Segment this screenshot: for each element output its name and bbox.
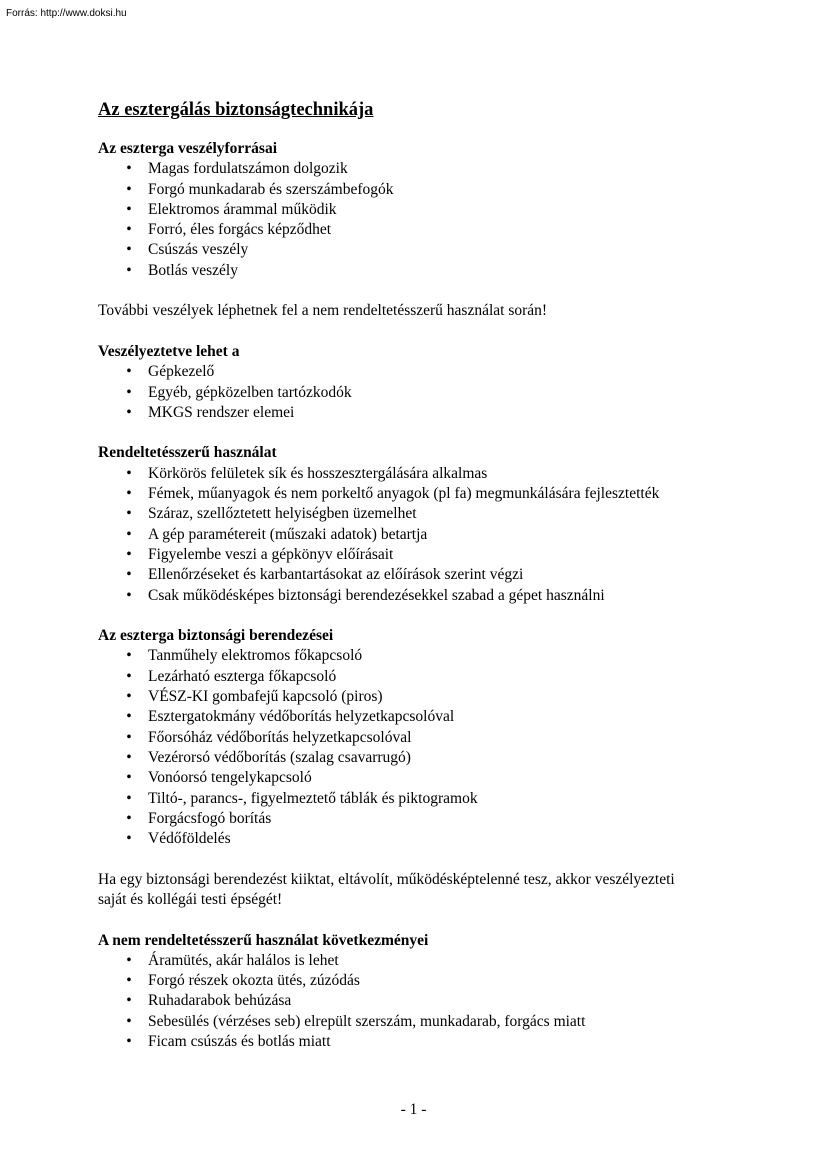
list-item: [98, 180, 738, 200]
list-item: [98, 991, 738, 1011]
bullet-icon: •: [126, 180, 132, 198]
bullet-icon: •: [126, 728, 132, 746]
list-item-text: Vonóorsó tengelykapcsoló: [148, 769, 312, 787]
list-item-text: Tiltó-, parancs-, figyelmeztető táblák és piktogramok: [148, 789, 478, 807]
list-item: [98, 586, 738, 606]
bullet-icon: •: [126, 769, 132, 787]
bullet-icon: •: [126, 789, 132, 807]
list-item: [98, 545, 738, 565]
list-item-text: Magas fordulatszámon dolgozik: [148, 160, 348, 178]
list-item: [98, 525, 738, 545]
page-number: - 1 -: [400, 1101, 427, 1118]
list-item-text: Fémek, műanyagok és nem porkeltő anyagok (pl fa) megmunkálására fejlesztették: [148, 485, 660, 503]
section-heading: Rendeltetésszerű használat: [98, 444, 277, 462]
list-item-text: Figyelembe veszi a gépkönyv előírásait: [148, 545, 394, 563]
list-item-text: Egyéb, gépközelben tartózkodók: [148, 383, 352, 401]
list-item-text: Csúszás veszély: [148, 241, 249, 259]
list-item: [98, 383, 738, 403]
further-hazards-note: További veszélyek léphetnek fel a nem rendeltetésszerű használat során!: [98, 302, 548, 320]
bullet-icon: •: [126, 261, 132, 279]
list-item-text: Forgácsfogó borítás: [148, 809, 272, 827]
bullet-icon: •: [126, 505, 132, 523]
list-item-text: Ellenőrzéseket és karbantartásokat az előírások szerint végzi: [148, 566, 524, 584]
list-item: [98, 464, 738, 484]
list-item: [98, 971, 738, 991]
section-safety-devices: [98, 626, 738, 849]
list-item-text: Ficam csúszás és botlás miatt: [148, 1033, 331, 1051]
section-heading: Az eszterga biztonsági berendezései: [98, 627, 334, 645]
bullet-icon: •: [126, 566, 132, 584]
bullet-icon: •: [126, 485, 132, 503]
document-body: [98, 139, 738, 1073]
bullet-list: [98, 646, 738, 849]
disable-warning-line: saját és kollégái testi épségét!: [98, 890, 283, 908]
bullet-icon: •: [126, 748, 132, 766]
bullet-icon: •: [126, 525, 132, 543]
bullet-icon: •: [126, 647, 132, 665]
list-item-text: Körkörös felületek sík és hosszesztergálására alkalmas: [148, 464, 488, 482]
bullet-icon: •: [126, 464, 132, 482]
list-item-text: Vezérorsó védőborítás (szalag csavarrugó): [148, 748, 411, 766]
list-item-text: Gépkezelő: [148, 363, 215, 381]
list-item: [98, 707, 738, 727]
bullet-icon: •: [126, 1033, 132, 1051]
list-item: [98, 829, 738, 849]
bullet-icon: •: [126, 383, 132, 401]
list-item-text: Forgó részek okozta ütés, zúzódás: [148, 972, 360, 990]
list-item: [98, 728, 738, 748]
list-item-text: Esztergatokmány védőborítás helyzetkapcsolóval: [148, 708, 455, 726]
bullet-list: [98, 362, 738, 423]
list-item-text: Főorsóház védőborítás helyzetkapcsolóval: [148, 728, 412, 746]
list-item: [98, 484, 738, 504]
bullet-icon: •: [126, 667, 132, 685]
list-item: [98, 200, 738, 220]
list-item: [98, 261, 738, 281]
list-item: [98, 362, 738, 382]
source-url: Forrás: http://www.doksi.hu: [6, 8, 127, 19]
list-item-text: Forgó munkadarab és szerszámbefogók: [148, 180, 394, 198]
list-item: [98, 240, 738, 260]
bullet-icon: •: [126, 403, 132, 421]
list-item-text: Elektromos árammal működik: [148, 200, 337, 218]
bullet-icon: •: [126, 830, 132, 848]
list-item: [98, 667, 738, 687]
section-misuse-consequences: [98, 931, 738, 1053]
section-heading: Veszélyeztetve lehet a: [98, 342, 240, 360]
list-item: [98, 403, 738, 423]
list-item: [98, 809, 738, 829]
bullet-icon: •: [126, 1012, 132, 1030]
document-title: Az esztergálás biztonságtechnikája: [98, 100, 374, 120]
bullet-icon: •: [126, 545, 132, 563]
bullet-icon: •: [126, 363, 132, 381]
section-intended-use: [98, 443, 738, 605]
bullet-list: [98, 951, 738, 1052]
disable-warning-note: [98, 870, 738, 911]
list-item-text: MKGS rendszer elemei: [148, 403, 295, 421]
list-item-text: Ruhadarabok behúzása: [148, 992, 292, 1010]
section-heading: A nem rendeltetésszerű használat következményei: [98, 931, 429, 949]
section-hazard-sources: [98, 139, 738, 281]
list-item-text: Csak működésképes biztonsági berendezésekkel szabad a gépet használni: [148, 586, 605, 604]
list-item-text: Tanműhely elektromos főkapcsoló: [148, 647, 363, 665]
list-item: [98, 687, 738, 707]
list-item: [98, 1032, 738, 1052]
bullet-icon: •: [126, 688, 132, 706]
list-item: [98, 748, 738, 768]
bullet-icon: •: [126, 992, 132, 1010]
bullet-icon: •: [126, 809, 132, 827]
bullet-icon: •: [126, 221, 132, 239]
list-item-text: Botlás veszély: [148, 261, 238, 279]
bullet-icon: •: [126, 160, 132, 178]
bullet-icon: •: [126, 241, 132, 259]
bullet-icon: •: [126, 586, 132, 604]
list-item: [98, 646, 738, 666]
list-item-text: Sebesülés (vérzéses seb) elrepült szerszám, munkadarab, forgács miatt: [148, 1012, 586, 1030]
list-item-text: Védőföldelés: [148, 830, 231, 848]
disable-warning-line: Ha egy biztonsági berendezést kiiktat, eltávolít, működésképtelenné tesz, akkor veszélyezteti: [98, 870, 675, 888]
list-item-text: A gép paramétereit (műszaki adatok) betartja: [148, 525, 428, 543]
list-item-text: VÉSZ-KI gombafejű kapcsoló (piros): [148, 688, 383, 706]
bullet-icon: •: [126, 951, 132, 969]
list-item: [98, 768, 738, 788]
list-item-text: Forró, éles forgács képződhet: [148, 221, 332, 239]
bullet-list: [98, 159, 738, 281]
list-item-text: Lezárható eszterga főkapcsoló: [148, 667, 337, 685]
bullet-icon: •: [126, 200, 132, 218]
section-heading: Az eszterga veszélyforrásai: [98, 140, 278, 157]
bullet-icon: •: [126, 972, 132, 990]
list-item: [98, 159, 738, 179]
list-item: [98, 1012, 738, 1032]
list-item: [98, 504, 738, 524]
section-endangered: [98, 342, 738, 423]
list-item: [98, 220, 738, 240]
list-item-text: Száraz, szellőztetett helyiségben üzemelhet: [148, 505, 417, 523]
bullet-icon: •: [126, 708, 132, 726]
bullet-list: [98, 464, 738, 606]
list-item-text: Áramütés, akár halálos is lehet: [148, 951, 339, 969]
list-item: [98, 565, 738, 585]
list-item: [98, 789, 738, 809]
list-item: [98, 951, 738, 971]
